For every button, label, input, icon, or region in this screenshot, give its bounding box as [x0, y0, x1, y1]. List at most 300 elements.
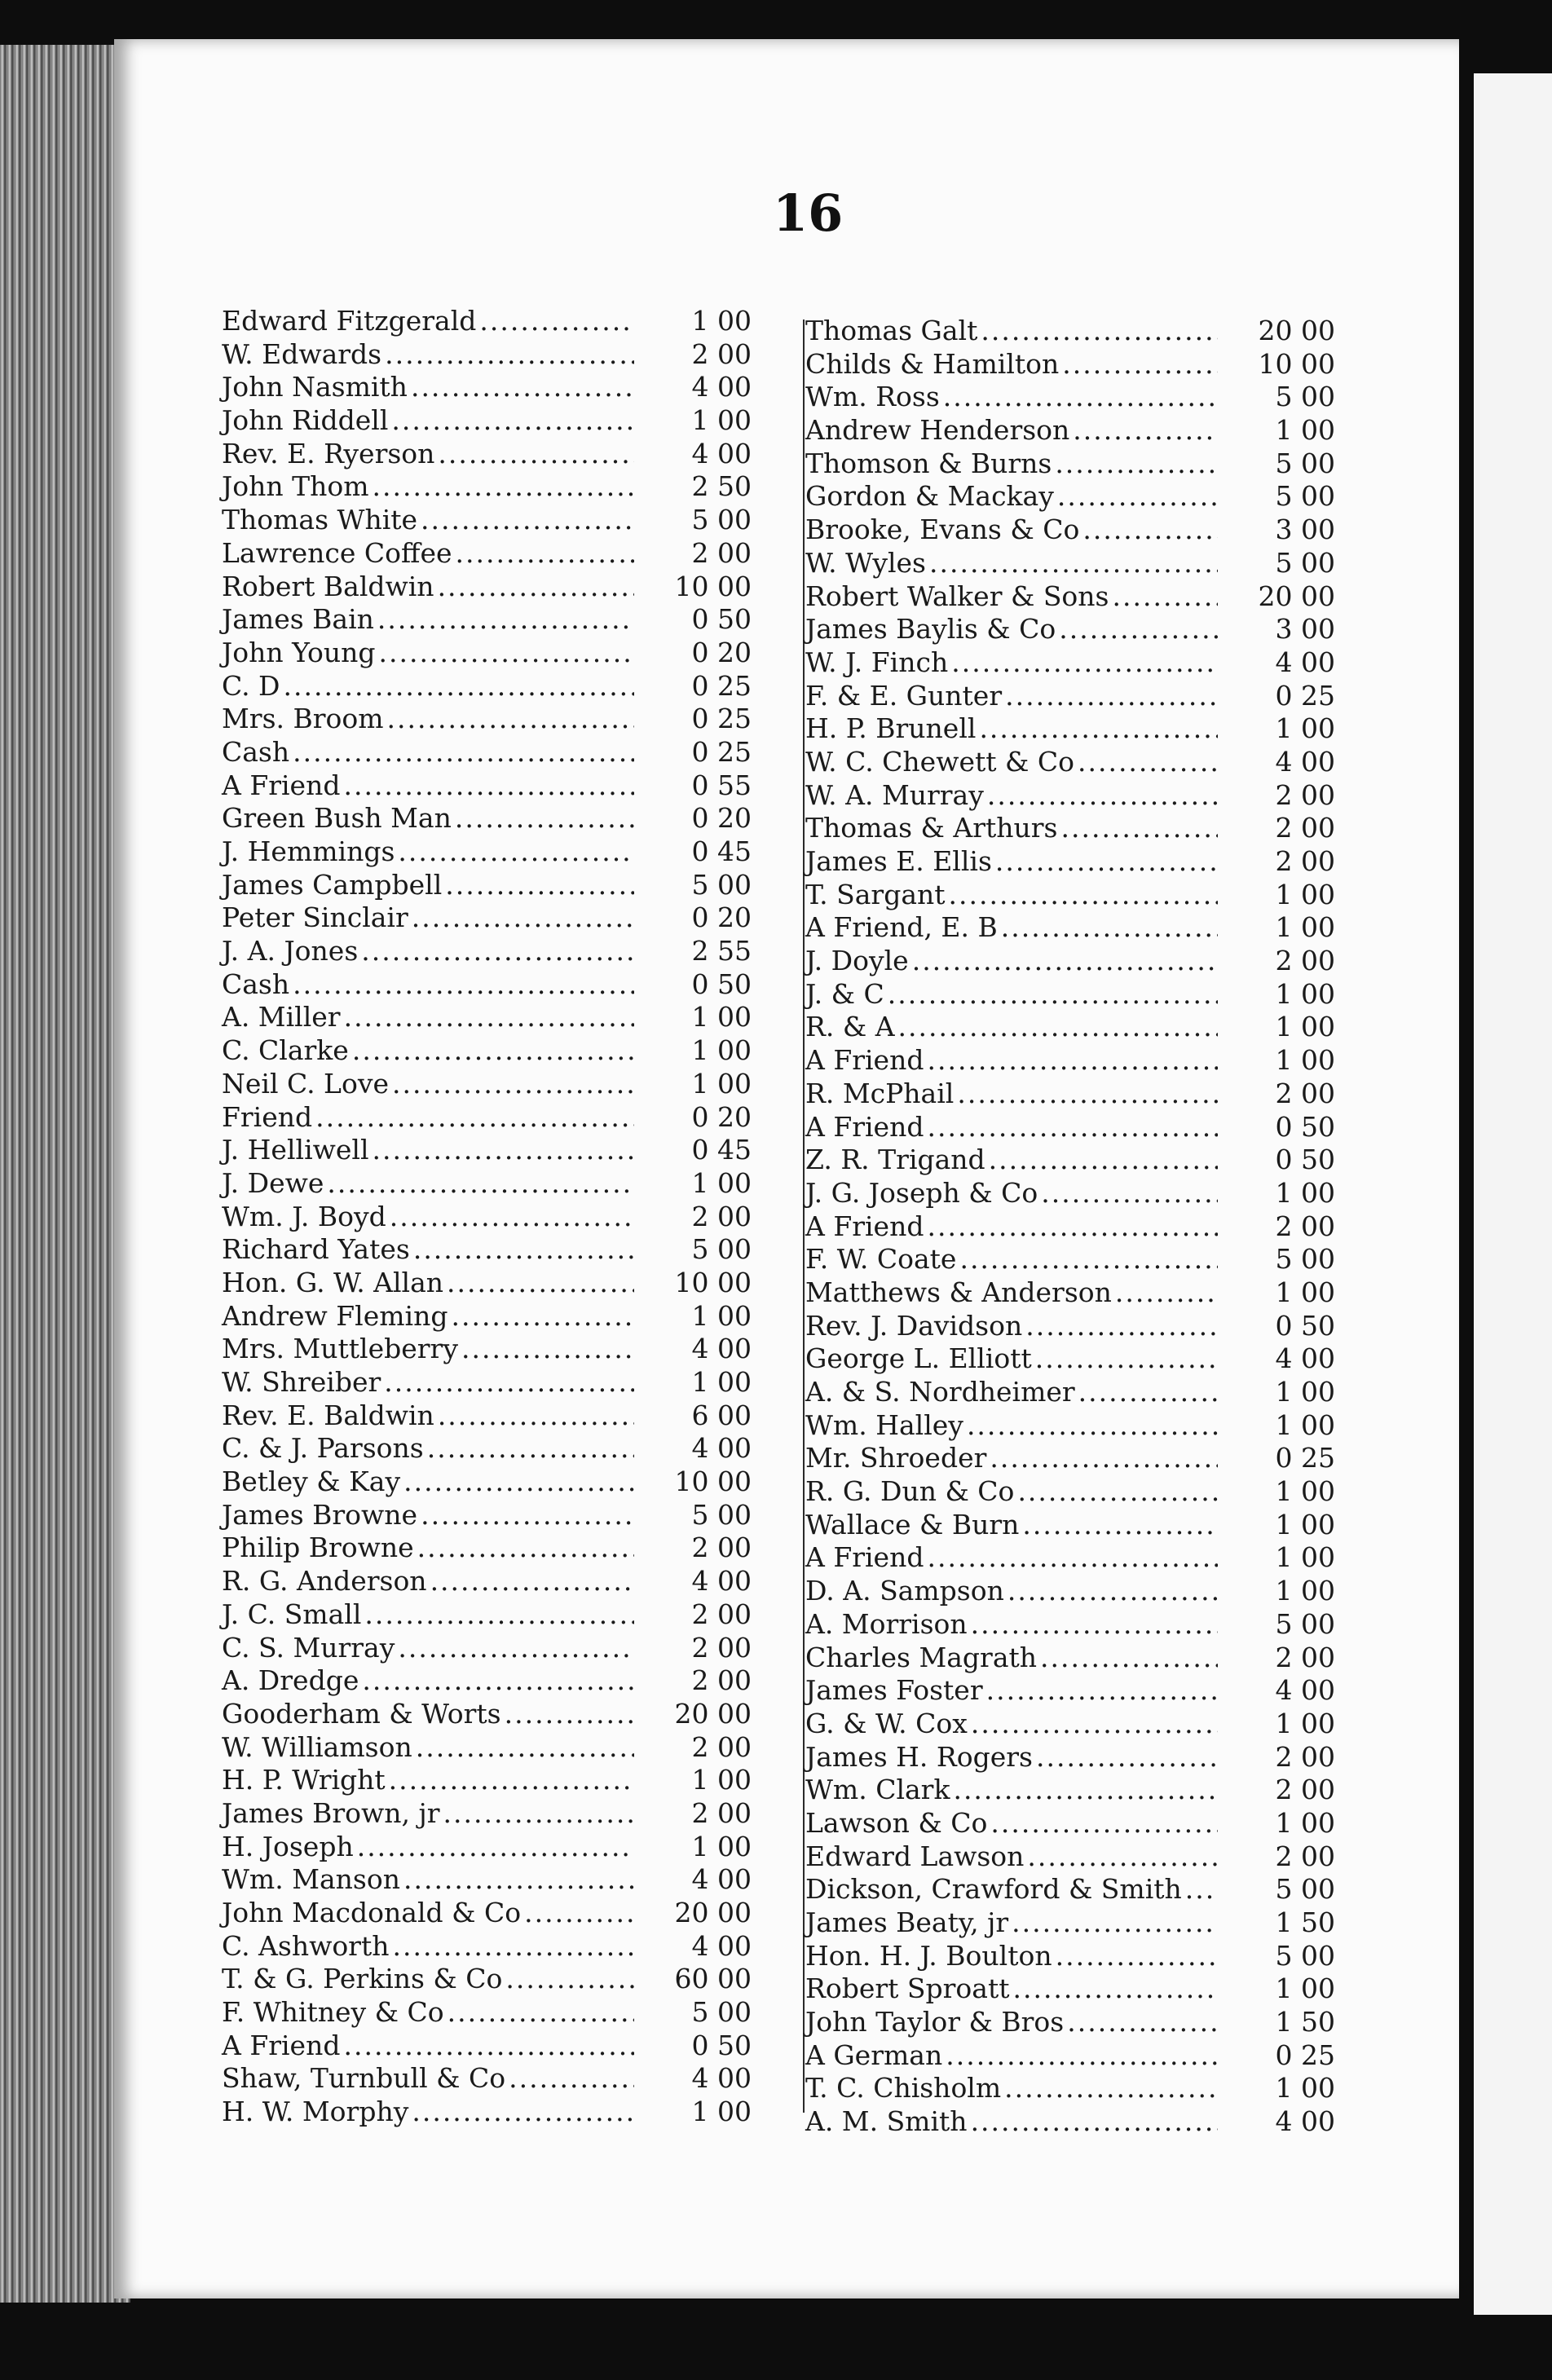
facing-page-edge	[1474, 73, 1552, 2315]
subscriber-entry	[222, 1001, 752, 1034]
subscriber-entry	[805, 1674, 1335, 1708]
leader-dots	[1055, 447, 1218, 479]
subscriber-name: J. Doyle	[805, 945, 909, 977]
subscription-amount: 2 00	[1275, 1840, 1335, 1872]
subscriber-entry	[222, 371, 752, 404]
subscription-amount: 1 00	[1275, 2072, 1335, 2105]
subscription-amount: 1 00	[1275, 1575, 1335, 1607]
leader-dots	[898, 1011, 1218, 1042]
leader-dots	[344, 1001, 634, 1033]
leader-dots	[417, 1532, 634, 1563]
subscriber-name: John Riddell	[222, 404, 389, 437]
subscriber-name: Hon. G. W. Allan	[222, 1266, 444, 1298]
leader-dots	[967, 1409, 1218, 1441]
subscriber-entry	[805, 911, 1335, 945]
subscription-amount: 2 00	[1275, 1641, 1335, 1673]
subscriber-entry	[805, 2072, 1335, 2105]
subscriber-name: J. Dewe	[222, 1166, 324, 1199]
subscriber-name: Shaw, Turnbull & Co	[222, 2062, 506, 2095]
leader-dots	[293, 968, 634, 1000]
subscriber-name: Rev. E. Baldwin	[222, 1399, 434, 1431]
subscription-amount: 2 50	[691, 470, 752, 503]
subscription-amount: 0 55	[691, 769, 752, 801]
leader-dots	[1017, 1475, 1218, 1507]
subscription-amount: 2 00	[1275, 778, 1335, 811]
leader-dots	[505, 1698, 634, 1730]
subscription-amount: 0 50	[1275, 1110, 1335, 1143]
subscriber-entry	[222, 1698, 752, 1731]
subscriber-entry	[222, 670, 752, 703]
leader-dots	[987, 779, 1218, 811]
subscription-amount: 0 20	[691, 802, 752, 835]
subscriber-entry	[222, 901, 752, 935]
leader-dots	[1025, 1310, 1218, 1342]
subscription-amount: 1 00	[1275, 1044, 1335, 1077]
subscription-amount: 0 25	[691, 735, 752, 768]
subscription-amount: 1 00	[691, 2096, 752, 2128]
subscriber-name: Cash	[222, 967, 290, 1000]
subscription-amount: 5 00	[691, 504, 752, 536]
leader-dots	[927, 1210, 1218, 1242]
leader-dots	[438, 571, 634, 602]
leader-dots	[1004, 2072, 1218, 2104]
subscriber-entry	[805, 1541, 1335, 1575]
subscription-amount: 5 00	[1275, 1873, 1335, 1906]
subscriber-entry	[222, 2096, 752, 2129]
subscriber-entry	[805, 1741, 1335, 1774]
subscriber-entry	[222, 1797, 752, 1831]
leader-dots	[364, 1598, 634, 1630]
leader-dots	[986, 1674, 1218, 1706]
subscriber-name: James Beaty, jr	[805, 1906, 1009, 1938]
subscriber-entry	[805, 646, 1335, 680]
leader-dots	[1001, 911, 1218, 943]
subscription-amount: 5 00	[1275, 1607, 1335, 1640]
leader-dots	[398, 1632, 634, 1664]
subscriber-entry	[805, 1044, 1335, 1078]
subscription-amount: 20 00	[674, 1697, 752, 1730]
leader-dots	[413, 1233, 634, 1265]
subscriber-name: Z. R. Trigand	[805, 1144, 985, 1176]
subscription-amount: 10 00	[674, 1465, 752, 1498]
leader-dots	[971, 1608, 1218, 1640]
subscriber-name: James Browne	[222, 1498, 418, 1531]
subscriber-name: R. McPhail	[805, 1077, 955, 1109]
subscriber-entry	[805, 315, 1335, 348]
subscription-amount: 2 00	[691, 536, 752, 569]
subscription-amount: 1 50	[1275, 1906, 1335, 1938]
leader-dots	[1062, 348, 1218, 380]
right-subscriber-column	[805, 315, 1335, 2139]
subscription-amount: 1 00	[1275, 1475, 1335, 1508]
leader-dots	[373, 470, 634, 502]
subscriber-entry	[805, 414, 1335, 447]
leader-dots	[1113, 580, 1219, 612]
subscription-amount: 1 00	[691, 1299, 752, 1332]
subscription-amount: 1 00	[691, 1366, 752, 1398]
subscriber-name: H. P. Wright	[222, 1764, 386, 1796]
subscriber-entry	[222, 470, 752, 504]
subscription-amount: 0 25	[691, 703, 752, 735]
subscriber-name: A Friend	[222, 2029, 341, 2061]
subscriber-entry	[222, 571, 752, 604]
subscriber-name: Brooke, Evans & Co	[805, 513, 1080, 546]
subscriber-name: H. W. Morphy	[222, 2096, 409, 2128]
subscriber-entry	[222, 338, 752, 372]
leader-dots	[943, 381, 1218, 412]
leader-dots	[398, 835, 634, 867]
subscription-amount: 0 25	[1275, 1442, 1335, 1474]
subscriber-name: T. Sargant	[805, 878, 946, 910]
subscriber-name: Peter Sinclair	[222, 901, 408, 934]
subscriber-name: F. W. Coate	[805, 1243, 957, 1276]
subscriber-entry	[222, 1300, 752, 1333]
subscriber-entry	[805, 845, 1335, 879]
subscription-amount: 1 00	[691, 1034, 752, 1067]
subscriber-name: Neil C. Love	[222, 1067, 390, 1100]
subscriber-entry	[222, 1598, 752, 1632]
subscription-amount: 4 00	[691, 1432, 752, 1465]
leader-dots	[445, 869, 634, 901]
subscriber-entry	[222, 1499, 752, 1532]
subscriber-name: Matthews & Anderson	[805, 1276, 1112, 1308]
subscriber-name: James H. Rogers	[805, 1740, 1033, 1773]
subscriber-name: F. Whitney & Co	[222, 1996, 444, 2029]
leader-dots	[377, 603, 634, 635]
subscriber-entry	[805, 879, 1335, 912]
subscriber-name: Thomas Galt	[805, 315, 978, 346]
subscription-amount: 5 00	[691, 1233, 752, 1266]
subscriber-entry	[805, 2006, 1335, 2039]
leader-dots	[971, 1708, 1218, 1739]
subscriber-entry	[805, 480, 1335, 513]
subscriber-entry	[805, 1940, 1335, 1973]
subscription-amount: 0 45	[691, 1134, 752, 1166]
page-number: 16	[773, 183, 844, 243]
leader-dots	[1057, 480, 1218, 512]
subscription-amount: 1 00	[691, 1764, 752, 1796]
subscriber-name: Philip Browne	[222, 1532, 414, 1564]
subscriber-entry	[222, 968, 752, 1002]
subscriber-name: Edward Fitzgerald	[222, 305, 477, 337]
subscriber-name: Lawson & Co	[805, 1806, 988, 1839]
subscriber-entry	[222, 1201, 752, 1234]
leader-dots	[1012, 1972, 1218, 2004]
subscriber-entry	[805, 1475, 1335, 1509]
subscriber-name: Mrs. Broom	[222, 703, 384, 735]
subscriber-entry	[805, 2039, 1335, 2073]
subscriber-entry	[805, 2105, 1335, 2139]
subscription-amount: 0 50	[1275, 1144, 1335, 1176]
subscription-amount: 3 00	[1275, 513, 1335, 546]
subscriber-name: W. C. Chewett & Co	[805, 745, 1074, 778]
subscription-amount: 5 00	[1275, 447, 1335, 479]
subscriber-name: Green Bush Man	[222, 802, 452, 835]
leader-dots	[479, 305, 634, 337]
subscriber-entry	[805, 1442, 1335, 1475]
subscriber-name: Robert Walker & Sons	[805, 580, 1109, 612]
column-divider	[803, 320, 805, 2113]
subscriber-entry	[222, 438, 752, 471]
subscription-amount: 4 00	[1275, 1674, 1335, 1707]
subscriber-name: Robert Sproatt	[805, 1972, 1010, 2005]
leader-dots	[427, 1432, 634, 1464]
subscription-amount: 4 00	[691, 1863, 752, 1896]
subscriber-name: John Thom	[222, 470, 369, 503]
leader-dots	[990, 1442, 1218, 1474]
subscription-amount: 5 00	[691, 868, 752, 901]
leader-dots	[412, 2096, 634, 2127]
leader-dots	[455, 802, 634, 834]
subscriber-name: C. & J. Parsons	[222, 1432, 424, 1465]
subscriber-name: J. Hemmings	[222, 835, 395, 867]
subscriber-entry	[805, 1243, 1335, 1276]
subscriber-name: Friend	[222, 1100, 313, 1133]
subscription-amount: 2 00	[691, 1532, 752, 1564]
subscription-amount: 5 00	[1275, 381, 1335, 413]
subscription-amount: 5 00	[1275, 1243, 1335, 1276]
subscriber-name: A. Miller	[222, 1001, 341, 1034]
leader-dots	[1078, 746, 1218, 778]
leader-dots	[284, 670, 634, 702]
subscription-amount: 1 00	[1275, 1276, 1335, 1308]
subscriber-entry	[222, 1366, 752, 1399]
subscriber-entry	[805, 945, 1335, 978]
subscription-amount: 2 00	[691, 337, 752, 370]
subscriber-entry	[805, 1342, 1335, 1376]
subscription-amount: 1 00	[691, 1001, 752, 1034]
subscription-amount: 1 00	[1275, 1176, 1335, 1209]
subscriber-name: J. Helliwell	[222, 1134, 369, 1166]
subscriber-name: Thomson & Burns	[805, 447, 1052, 479]
subscriber-name: W. Williamson	[222, 1730, 412, 1763]
subscriber-entry	[222, 1897, 752, 1930]
leader-dots	[293, 736, 634, 768]
leader-dots	[391, 404, 634, 436]
subscription-amount: 2 00	[1275, 1210, 1335, 1242]
subscriber-entry	[222, 1233, 752, 1267]
subscription-amount: 1 00	[1275, 1541, 1335, 1574]
subscriber-name: James Foster	[805, 1674, 983, 1707]
leader-dots	[387, 703, 634, 734]
leader-dots	[390, 1201, 634, 1232]
subscriber-name: Wm. Manson	[222, 1863, 400, 1896]
subscription-amount: 2 55	[691, 935, 752, 967]
subscriber-name: W. Edwards	[222, 337, 382, 370]
leader-dots	[1078, 1376, 1218, 1408]
subscriber-entry	[222, 1167, 752, 1201]
subscriber-entry	[805, 1144, 1335, 1177]
subscriber-name: Wm. J. Boyd	[222, 1200, 386, 1232]
subscriber-name: J. & C	[805, 977, 884, 1010]
subscriber-name: A German	[805, 2038, 943, 2071]
subscription-amount: 0 20	[691, 901, 752, 934]
leader-dots	[959, 1243, 1218, 1275]
subscription-amount: 1 00	[1275, 977, 1335, 1010]
leader-dots	[327, 1167, 634, 1199]
leader-dots	[524, 1897, 634, 1928]
subscriber-name: A. M. Smith	[805, 2105, 968, 2138]
subscription-amount: 1 00	[1275, 1408, 1335, 1441]
leader-dots	[461, 1333, 634, 1364]
subscriber-entry	[222, 2030, 752, 2063]
leader-dots	[1056, 1940, 1218, 1972]
leader-dots	[1027, 1840, 1218, 1872]
subscription-amount: 0 20	[691, 636, 752, 668]
leader-dots	[389, 1764, 634, 1796]
leader-dots	[995, 845, 1218, 877]
subscription-amount: 0 25	[1275, 2038, 1335, 2071]
subscriber-name: W. A. Murray	[805, 778, 984, 811]
subscription-amount: 0 25	[691, 669, 752, 702]
leader-dots	[929, 547, 1218, 579]
subscriber-name: Robert Baldwin	[222, 570, 434, 602]
leader-dots	[392, 1068, 634, 1100]
subscription-amount: 1 00	[1275, 1376, 1335, 1408]
subscriber-entry	[222, 2062, 752, 2096]
subscriber-entry	[805, 1210, 1335, 1244]
subscription-amount: 5 00	[1275, 1939, 1335, 1972]
subscriber-entry	[805, 779, 1335, 813]
subscriber-name: Cash	[222, 735, 290, 768]
leader-dots	[951, 646, 1218, 678]
subscription-amount: 1 00	[691, 1166, 752, 1199]
subscriber-entry	[805, 613, 1335, 646]
subscription-amount: 20 00	[1258, 315, 1335, 346]
subscriber-name: Childs & Hamilton	[805, 347, 1060, 380]
subscriber-name: Betley & Kay	[222, 1465, 401, 1498]
subscriber-entry	[805, 580, 1335, 614]
subscriber-entry	[222, 404, 752, 438]
subscription-amount: 5 00	[691, 1996, 752, 2029]
subscriber-entry	[222, 1664, 752, 1698]
subscription-amount: 1 50	[1275, 2006, 1335, 2038]
subscriber-entry	[222, 1399, 752, 1433]
subscription-amount: 2 00	[1275, 845, 1335, 877]
subscription-amount: 2 00	[1275, 1774, 1335, 1806]
subscriber-name: W. Wyles	[805, 546, 926, 579]
subscriber-name: Rev. J. Davidson	[805, 1309, 1023, 1342]
subscription-amount: 0 50	[1275, 1309, 1335, 1342]
subscriber-entry	[805, 1575, 1335, 1608]
subscription-amount: 2 00	[691, 1664, 752, 1697]
subscriber-name: Lawrence Coffee	[222, 536, 452, 569]
subscriber-name: Wm. Halley	[805, 1408, 963, 1441]
subscriber-entry	[805, 1972, 1335, 2006]
leader-dots	[1007, 1575, 1218, 1606]
leader-dots	[447, 1267, 634, 1298]
subscriber-entry	[222, 1764, 752, 1797]
subscription-amount: 0 45	[691, 835, 752, 867]
subscriber-name: A. & S. Nordheimer	[805, 1376, 1075, 1408]
subscriber-name: A Friend	[805, 1210, 924, 1242]
subscriber-entry	[805, 547, 1335, 580]
subscriber-entry	[805, 348, 1335, 381]
subscriber-entry	[222, 1565, 752, 1598]
leader-dots	[1035, 1342, 1218, 1374]
leader-dots	[384, 1366, 634, 1398]
leader-dots	[438, 1399, 634, 1431]
subscriber-name: Dickson, Crawford & Smith	[805, 1873, 1182, 1906]
leader-dots	[1040, 1642, 1218, 1673]
subscriber-name: Wallace & Burn	[805, 1508, 1020, 1540]
leader-dots	[357, 1831, 634, 1862]
left-subscriber-column	[222, 305, 752, 2129]
subscription-amount: 5 00	[691, 1498, 752, 1531]
subscriber-name: A Friend	[805, 1110, 924, 1143]
subscriber-name: Rev. E. Ryerson	[222, 437, 435, 469]
subscriber-entry	[222, 1333, 752, 1366]
leader-dots	[1022, 1509, 1218, 1540]
subscriber-entry	[222, 305, 752, 338]
subscription-amount: 20 00	[1258, 580, 1335, 612]
leader-dots	[946, 2039, 1218, 2071]
subscription-amount: 1 00	[691, 1830, 752, 1862]
subscription-amount: 0 50	[691, 2029, 752, 2061]
subscriber-entry	[805, 680, 1335, 713]
subscriber-entry	[805, 1111, 1335, 1144]
subscription-amount: 10 00	[674, 1266, 752, 1298]
subscription-amount: 4 00	[691, 2062, 752, 2095]
leader-dots	[373, 1134, 634, 1166]
subscription-amount: 4 00	[1275, 745, 1335, 778]
subscriber-name: W. Shreiber	[222, 1366, 381, 1398]
subscriber-entry	[222, 1034, 752, 1068]
subscriber-name: James Brown, jr	[222, 1796, 440, 1829]
subscription-amount: 2 00	[691, 1796, 752, 1829]
leader-dots	[411, 371, 634, 403]
subscriber-entry	[222, 1930, 752, 1964]
leader-dots	[403, 1863, 634, 1895]
subscription-amount: 0 50	[691, 603, 752, 636]
subscriber-name: Wm. Clark	[805, 1774, 950, 1806]
subscriber-name: Charles Magrath	[805, 1641, 1038, 1673]
subscriber-entry	[222, 1068, 752, 1101]
subscription-amount: 1 00	[1275, 1707, 1335, 1739]
leader-dots	[927, 1541, 1218, 1573]
subscriber-name: J. A. Jones	[222, 935, 359, 967]
subscriber-entry	[222, 1632, 752, 1665]
subscriber-entry	[805, 1642, 1335, 1675]
leader-dots	[421, 1499, 634, 1531]
leader-dots	[505, 1963, 634, 1994]
subscription-amount: 4 00	[691, 1333, 752, 1365]
leader-dots	[1060, 812, 1218, 844]
subscription-amount: 6 00	[691, 1399, 752, 1431]
subscriber-name: John Nasmith	[222, 371, 408, 403]
subscription-amount: 2 00	[1275, 945, 1335, 977]
leader-dots	[1115, 1276, 1218, 1308]
subscriber-name: Thomas White	[222, 504, 418, 536]
subscription-amount: 2 00	[1275, 1077, 1335, 1109]
subscriber-name: Gooderham & Worts	[222, 1697, 501, 1730]
subscriber-entry	[805, 1774, 1335, 1807]
subscriber-name: C. D	[222, 669, 280, 702]
subscriber-entry	[805, 746, 1335, 779]
leader-dots	[1082, 513, 1218, 545]
subscription-amount: 1 00	[1275, 712, 1335, 745]
subscriber-name: A. Dredge	[222, 1664, 359, 1697]
subscriber-name: W. J. Finch	[805, 646, 949, 678]
subscriber-name: A Friend	[805, 1541, 924, 1574]
leader-dots	[981, 315, 1218, 346]
subscriber-entry	[222, 537, 752, 571]
subscriber-name: George L. Elliott	[805, 1342, 1032, 1375]
subscriber-entry	[222, 1465, 752, 1499]
subscriber-entry	[805, 978, 1335, 1012]
subscriber-entry	[222, 637, 752, 670]
subscription-amount: 2 00	[691, 1598, 752, 1630]
